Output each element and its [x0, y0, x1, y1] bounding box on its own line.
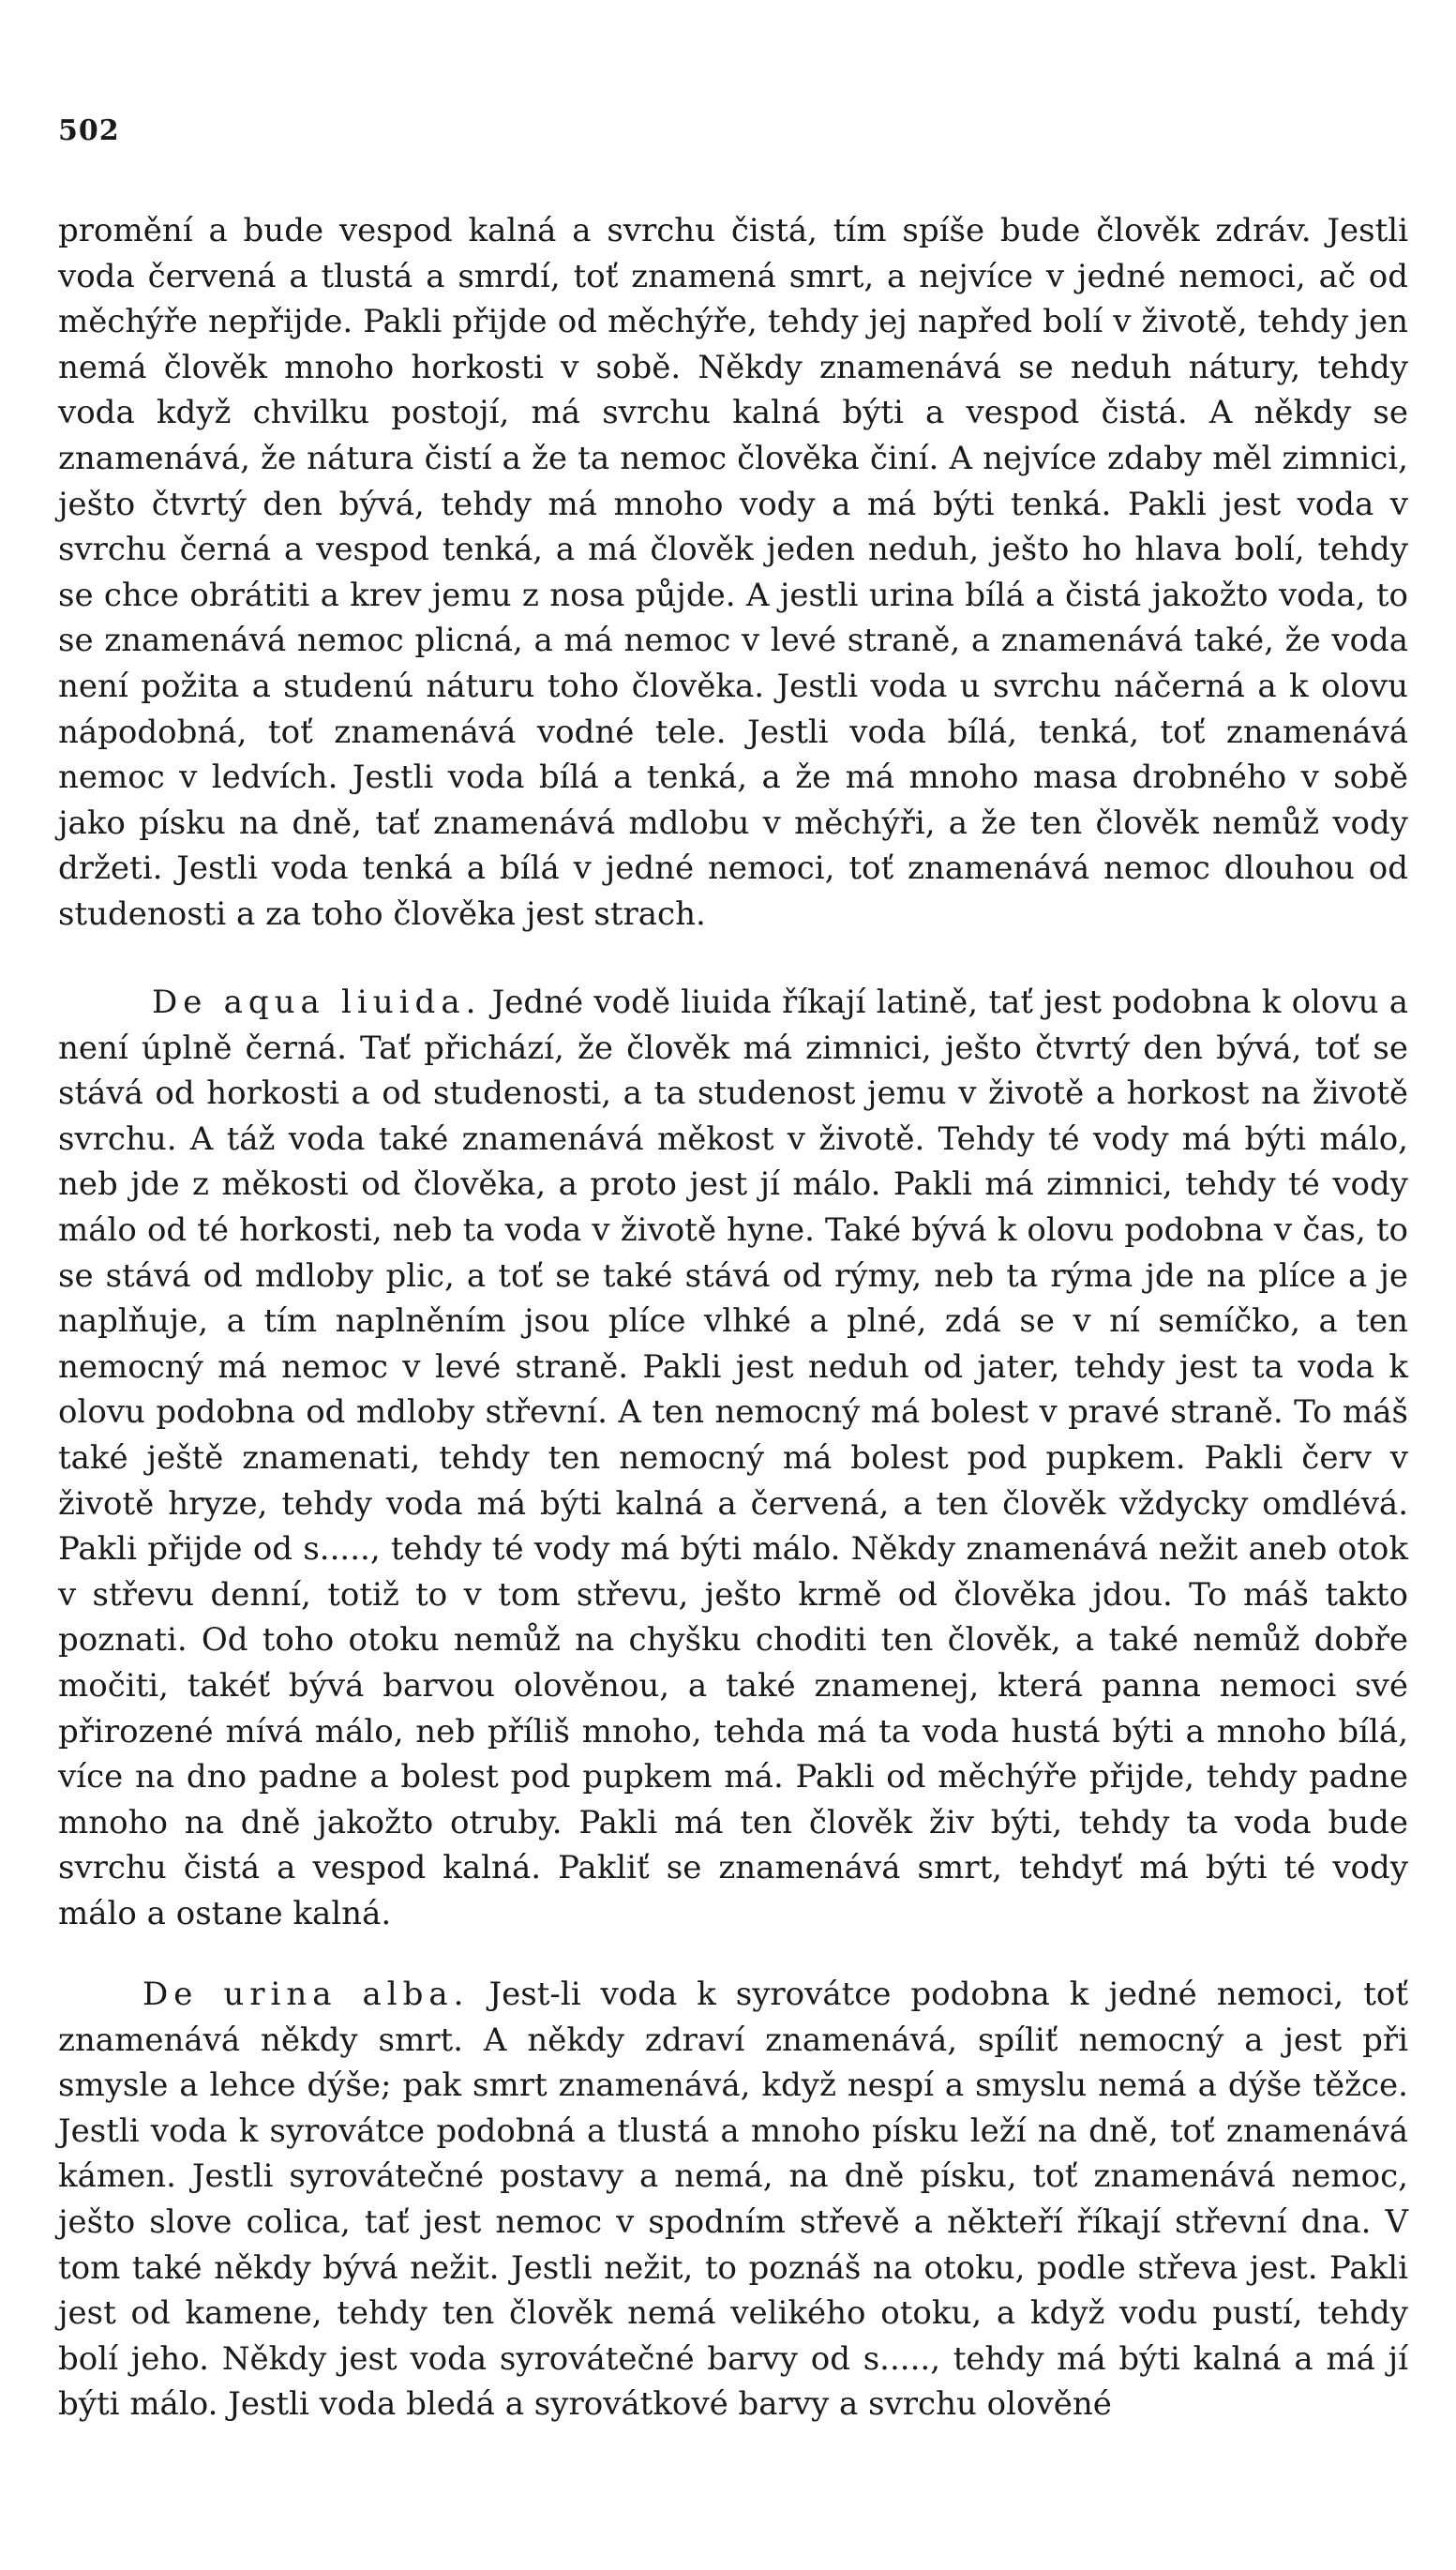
section-heading-de-aqua-liuida: De aqua liuida.: [152, 984, 482, 1021]
paragraph-de-aqua-liuida: [58, 980, 1408, 1936]
paragraph-2-text: Jedné vodě liuida říkají latině, tať jest podobna k olovu a není úplně černá. Tať přichází, že člověk má zimnici, ješto čtvrtý den bývá, toť se stává od horkosti a od studenosti, a ta studenost jemu v životě a horkost na životě svrchu. A táž voda také znamenává měkost v životě. Tehdy té vody má býti málo, neb jde z měkosti od člověka, a proto jest jí málo. Pakli má zimnici, tehdy té vody málo od té horkosti, neb ta voda v životě hyne. Také bývá k olovu podobna v čas, to se stává od mdloby plic, a toť se také stává od rýmy, neb ta rýma jde na plíce a je naplňuje, a tím naplněním jsou plíce vlhké a plné, zdá se v ní semíčko, a ten nemocný má nemoc v levé straně. Pakli jest neduh od jater, tehdy jest ta voda k olovu podobna od mdloby střevní. A ten nemocný má bolest v pravé straně. To máš také ještě znamenati, tehdy ten nemocný má bolest pod pupkem. Pakli červ v životě hryze, tehdy voda má býti kalná a červená, a ten člověk vždycky omdlévá. Pakli přijde od s....., tehdy té vody má býti málo. Někdy znamenává nežit aneb otok v střevu denní, totiž to v tom střevu, ješto krmě od člověka jdou. To máš takto poznati. Od toho otoku nemůž na chyšku choditi ten člověk, a také nemůž dobře močiti, takéť bývá barvou olověnou, a také znamenej, která panna nemoci své přirozené mívá málo, neb příliš mnoho, tehda má ta voda hustá býti a mnoho bílá, více na dno padne a bolest pod pupkem má. Pakli od měchýře přijde, tehdy padne mnoho na dně jakožto otruby. Pakli má ten člověk živ býti, tehdy ta voda bude svrchu čistá a vespod kalná. Pakliť se znamenává smrt, tehdyť má býti té vody málo a ostane kalná.: [58, 984, 1409, 1932]
page-number: 502: [58, 114, 120, 147]
paragraph-de-urina-alba: [58, 1972, 1408, 2427]
section-heading-de-urina-alba: De urina alba.: [143, 1976, 470, 2013]
paragraph-1-text: promění a bude vespod kalná a svrchu čistá, tím spíše bude člověk zdráv. Jestli voda červená a tlustá a smrdí, toť znamená smrt, a nejvíce v jedné nemoci, ač od měchýře nepřijde. Pakli přijde od měchýře, tehdy jej napřed bolí v životě, tehdy jen nemá člověk mnoho horkosti v sobě. Někdy znamenává se neduh nátury, tehdy voda když chvilku postojí, má svrchu kalná býti a vespod čistá. A někdy se znamenává, že nátura čistí a že ta nemoc člověka činí. A nejvíce zdaby měl zimnici, ješto čtvrtý den bývá, tehdy má mnoho vody a má býti tenká. Pakli jest voda v svrchu černá a vespod tenká, a má člověk jeden neduh, ješto ho hlava bolí, tehdy se chce obrátiti a krev jemu z nosa půjde. A jestli urina bílá a čistá jakožto voda, to se znamenává nemoc plicná, a má nemoc v levé straně, a znamenává také, že voda není požita a studenú náturu toho člověka. Jestli voda u svrchu náčerná a k olovu nápodobná, toť znamenává vodné tele. Jestli voda bílá, tenká, toť znamenává nemoc v ledvích. Jestli voda bílá a tenká, a že má mnoho masa drobného v sobě jako písku na dně, tať znamenává mdlobu v měchýři, a že ten člověk nemůž vody držeti. Jestli voda tenká a bílá v jedné nemoci, toť znamenává nemoc dlouhou od studenosti a za toho člověka jest strach.: [58, 212, 1408, 933]
paragraph-1: [58, 208, 1408, 938]
paragraph-3-text: Jest-li voda k syrovátce podobna k jedné nemoci, toť znamenává někdy smrt. A někdy zdraví znamenává, spíliť nemocný a jest při smysle a lehce dýše; pak smrt znamenává, když nespí a smyslu nemá a dýše těžce. Jestli voda k syrovátce podobná a tlustá a mnoho písku leží na dně, toť znamenává kámen. Jestli syrovátečné postavy a nemá, na dně písku, toť znamenává nemoc, ješto slove colica, tať jest nemoc v spodním střevě a někteří říkají střevní dna. V tom také někdy bývá nežit. Jestli nežit, to poznáš na otoku, podle střeva jest. Pakli jest od kamene, tehdy ten člověk nemá velikého otoku, a když vodu pustí, tehdy bolí jeho. Někdy jest voda syrovátečné barvy od s....., tehdy má býti kalná a má jí býti málo. Jestli voda bledá a syrovátkové barvy a svrchu olověné: [58, 1976, 1408, 2424]
